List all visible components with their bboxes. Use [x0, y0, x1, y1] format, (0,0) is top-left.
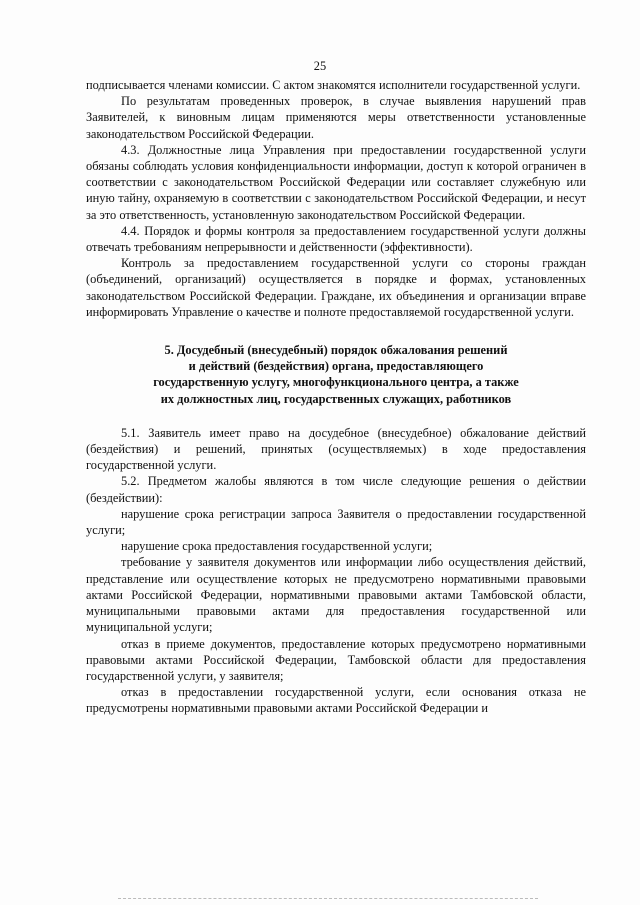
paragraph: нарушение срока предоставления государственной услуги; — [121, 539, 433, 554]
section-5-heading — [86, 342, 586, 407]
paragraph: отказ в предоставлении государственной услуги, если основания отказа не предусмотрены нормативными правовыми актами Российской Федерации и — [86, 685, 586, 716]
section-4-continued — [86, 77, 586, 320]
section-title-line: их должностных лиц, государственных служащих, работников — [160, 391, 512, 406]
paragraph: Контроль за предоставлением государственной услуги со стороны граждан (объединений, организаций) осуществляется в порядке и формах, установленных законодательством Российской Федерации. Граждане, их объединения и организации вправе информировать Управление о качестве и полноте предоставляемой государственной услуги. — [86, 256, 586, 319]
spacer — [86, 407, 586, 425]
footer-scan-marks — [118, 898, 538, 900]
paragraph: 5.1. Заявитель имеет право на досудебное (внесудебное) обжалование действий (бездействия) и решений, принятых (осуществляемых) в ходе предоставления государственной услуги. — [86, 425, 586, 473]
section-title-line: и действий (бездействия) органа, предоставляющего — [188, 359, 484, 374]
paragraph: нарушение срока регистрации запроса Заявителя о предоставлении государственной услуги; — [86, 506, 586, 538]
page-number: 25 — [313, 59, 327, 73]
paragraph: 4.3. Должностные лица Управления при предоставлении государственной услуги обязаны соблюдать условия конфиденциальности информации, доступ к которой ограничен в соответствии с законодательством Российской Федерации или составляет служебную или иную тайну, охраняемую в соответствии с законодательством Российской Федерации, и несут за это ответственность, установленную законодательством Российской Федерации. — [86, 142, 586, 222]
paragraph: По результатам проведенных проверок, в случае выявления нарушений прав Заявителей, к виновным лицам применяются меры ответственности установленные законодательством Российской Федерации. — [86, 94, 586, 141]
document-body — [86, 77, 586, 717]
section-title-line: 5. Досудебный (внесудебный) порядок обжалования решений — [164, 343, 508, 358]
section-title-line: государственную услугу, многофункционального центра, а также — [153, 375, 519, 390]
paragraph: подписывается членами комиссии. С актом знакомятся исполнители государственной услуги. — [86, 78, 581, 92]
paragraph: требование у заявителя документов или информации либо осуществления действий, представление или осуществление которых не предусмотрено нормативными правовыми актами Российской Федерации, нормативными правовыми актами Тамбовской области, муниципальными правовыми актами для предоставления государственной или муниципальной услуги; — [86, 555, 586, 635]
section-5-body — [86, 425, 586, 717]
paragraph: отказ в приеме документов, предоставление которых предусмотрено нормативными правовыми актами Российской Федерации, Тамбовской области для предоставления государственной услуги, у заявителя; — [86, 636, 586, 683]
spacer — [86, 320, 586, 342]
paragraph: 5.2. Предметом жалобы являются в том числе следующие решения о действии (бездействии): — [86, 474, 586, 505]
paragraph: 4.4. Порядок и формы контроля за предоставлением государственной услуги должны отвечать требованиям непрерывности и действенности (эффективности). — [86, 223, 586, 255]
